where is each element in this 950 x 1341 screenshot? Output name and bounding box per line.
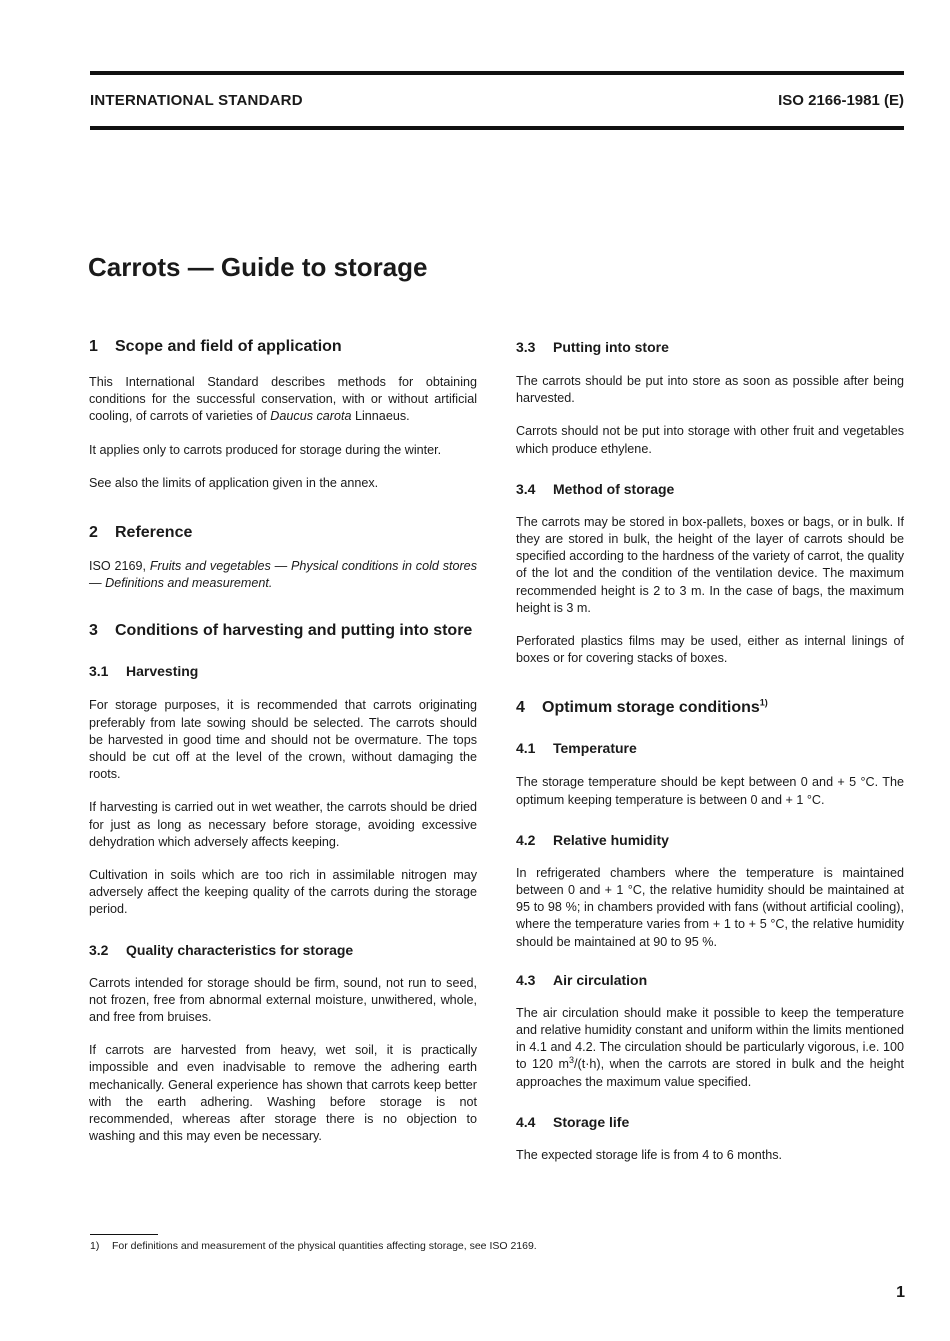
- page-number: 1: [896, 1284, 905, 1301]
- section-1-heading: 1 Scope and field of application: [89, 338, 342, 355]
- section-3-3-para-2: Carrots should not be put into storage with other fruit and vegetables which produce ethylene.: [516, 424, 904, 456]
- section-3-3-para-1: The carrots should be put into store as soon as possible after being harvested.: [516, 374, 904, 406]
- section-4-3-para-1: The air circulation should make it possible to keep the temperature and relative humidity constant and uniform within the limits mentioned in 4.1 and 4.2. The circulation should be particularly vigorous, i.e. 100 to 120 $m^3/(t\cdot h)$, when the carrots are stored in bulk and the height approaches the maximum value specified.: [516, 1005, 904, 1089]
- section-4-1-para-1: The storage temperature should be kept between 0 and + 5 °C. The optimum keeping temperature is between 0 and + 1 °C.: [516, 775, 904, 807]
- section-3-1-para-1: For storage purposes, it is recommended that carrots originating preferably from late sowing should be selected. The carrots should be harvested in good time and should not be overmature. The tops should be cut off at the level of the crown, without damaging the roots.: [89, 698, 477, 782]
- section-4-4-para-1: The expected storage life is from 4 to 6 months.: [516, 1147, 782, 1162]
- standard-number: ISO 2166-1981 (E): [778, 92, 904, 109]
- section-4-1-heading: 4.1 Temperature: [516, 740, 637, 757]
- section-1-para-3: See also the limits of application given in the annex.: [89, 475, 379, 490]
- section-4-4-heading: 4.4 Storage life: [516, 1113, 630, 1130]
- section-4-2-para-1: In refrigerated chambers where the temperature is maintained between 0 and + 1 °C, the relative humidity should be maintained at 95 to 98 %; in chambers provided with fans (without artificial cooling), where the temperature varies from + 1 to + 5 °C, the relative humidity should be maintained at 90 to 95 %.: [516, 865, 904, 949]
- section-1-para-1: This International Standard describes methods for obtaining conditions for the successful conservation, with or without artificial cooling, of carrots of varieties of Daucus carota Linnaeus.: [89, 375, 477, 424]
- section-4-heading: 4 Optimum storage conditions$^{1)}$: [516, 698, 768, 717]
- section-3-4-para-2: Perforated plastics films may be used, either as internal linings of boxes or for covering stacks of boxes.: [516, 634, 904, 666]
- section-3-3-heading: 3.3 Putting into store: [516, 339, 669, 355]
- header-rule-top: [90, 71, 904, 75]
- section-2-para-1: ISO 2169, Fruits and vegetables — Physical conditions in cold stores — Definitions and measurement.: [89, 559, 477, 591]
- right-column: [516, 338, 904, 1164]
- section-1-para-2: It applies only to carrots produced for storage during the winter.: [89, 442, 442, 457]
- footnote-marker: 1): [759, 698, 768, 709]
- footnote-rule: [90, 1234, 158, 1235]
- left-column: [89, 338, 477, 1145]
- section-3-1-para-2: If harvesting is carried out in wet weather, the carrots should be dried for just as long as necessary before storage, avoiding excessive dehydration which adversely affects keeping.: [89, 800, 477, 849]
- footnote: 1) For definitions and measurement of the physical quantities affecting storage, see ISO 2169.: [90, 1240, 537, 1252]
- section-3-heading: 3 Conditions of harvesting and putting into store: [89, 622, 473, 640]
- section-3-2-para-2: If carrots are harvested from heavy, wet soil, it is practically impossible and even inadvisable to remove the adhering earth mechanically. General experience has shown that carrots keep better with the earth adhering. Washing before storage is not recommended, whereas after storage there is no objection to washing and this may even be necessary.: [89, 1043, 477, 1144]
- section-3-2-heading: 3.2 Quality characteristics for storage: [89, 941, 354, 958]
- section-3-1-heading: 3.1 Harvesting: [89, 663, 199, 680]
- header-rule-bottom: [90, 126, 904, 130]
- section-2-heading: 2 Reference: [89, 524, 193, 542]
- section-3-2-para-1: Carrots intended for storage should be firm, sound, not run to seed, not frozen, free from abnormal external moisture, unwithered, whole, and free from bruises.: [89, 975, 477, 1025]
- section-4-3-heading: 4.3 Air circulation: [516, 971, 648, 988]
- document-type: INTERNATIONAL STANDARD: [90, 92, 303, 109]
- section-3-4-para-1: The carrots may be stored in box-pallets, boxes or bags, or in bulk. If they are stored in bulk, the height of the layer of carrots should be specified according to the hardness of the variety of carrot, the quality of the lot and the condition of the ventilation device. The maximum recommended height is 2 to 3 m. In the case of bags, the maximum height is 3 m.: [516, 514, 904, 615]
- section-3-1-para-3: Cultivation in soils which are too rich in assimilable nitrogen may adversely affect the keeping quality of the carrots during the storage period.: [89, 868, 477, 917]
- section-4-2-heading: 4.2 Relative humidity: [516, 831, 669, 848]
- page-title: Carrots — Guide to storage: [88, 252, 428, 282]
- section-3-4-heading: 3.4 Method of storage: [516, 480, 675, 497]
